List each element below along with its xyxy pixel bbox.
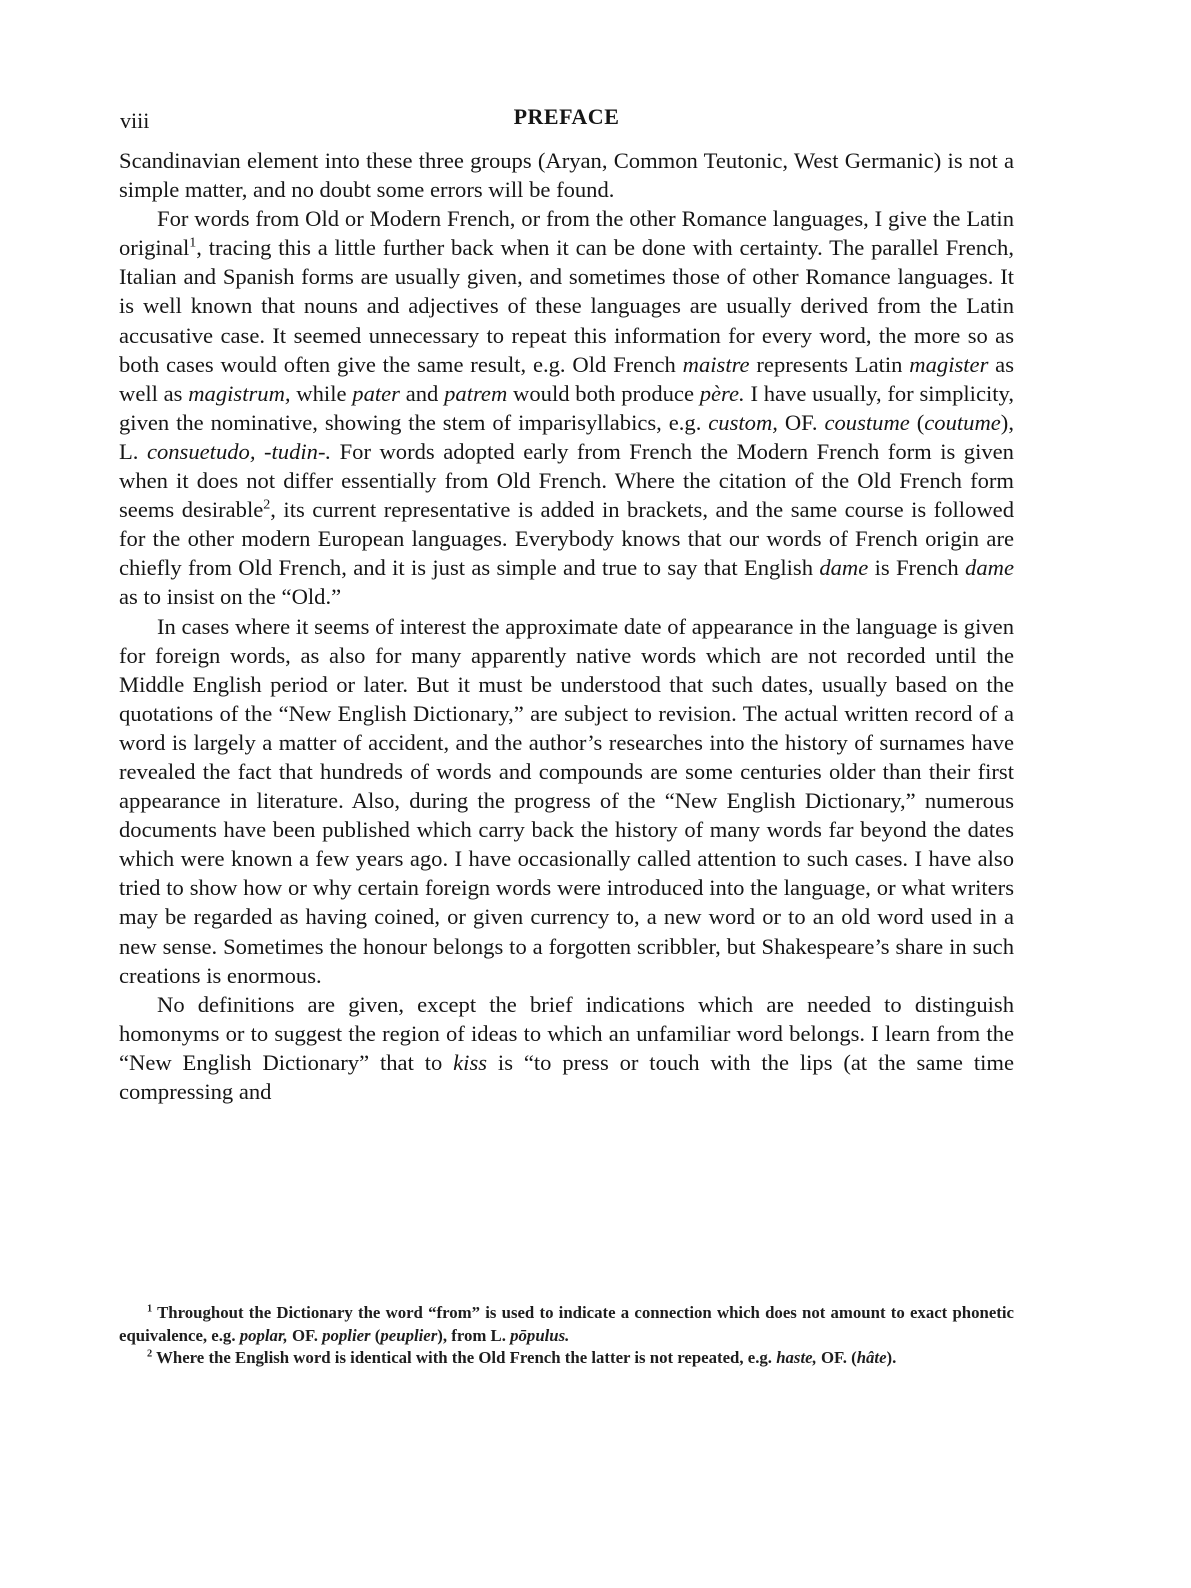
paragraph-definitions: No definitions are given, except the brief indications which are needed to distinguish homonyms or to suggest the region of ideas to which an unfamiliar word belongs. I learn from the “New English Dictionary” that to kiss is “to press or touch with the lips (at the same time compressing and [119,991,1014,1104]
page-number: viii [120,108,150,133]
paragraph-chronology: In cases where it seems of interest the approximate date of appearance in the language is given for foreign words, as also for many apparently native words which are not recorded until the Middle English period or later. But it must be understood that such dates, usually based on the quotations of the “New English Dictionary,” are subject to revision. The actual written record of a word is largely a matter of accident, and the author’s researches into the history of surnames have revealed the fact that hundreds of words and compounds are some centuries older than their first appearance in literature. Also, during the progress of the “New English Dictionary,” numerous documents have been published which carry back the history of many words far beyond the dates which were known a few years ago. I have occasionally called attention to such cases. I have also tried to show how or why certain foreign words were introduced into the language, or what writers may be regarded as having coined, or given currency to, a new word or to an old word used in a new sense. Sometimes the honour belongs to a forgotten scribbler, but Shakespeare’s share in such creations is enormous. [119,613,1014,988]
footnote-2: $^2$ Where the English word is identical with the Old French the latter is not repeated, e.g. haste, OF. (hâte). [147,1348,897,1367]
footnote-1: $^1$ Throughout the Dictionary the word “from” is used to indicate a connection which does not amount to exact phonetic equivalence, e.g. poplar, OF. poplier (peuplier), from L. pōpulus. [119,1303,1014,1345]
footnote-ref-1[interactable]: 1 [189,235,197,251]
running-title: PREFACE [513,104,620,129]
footnotes [119,1302,1014,1370]
paragraph-romance-element: For words from Old or Modern French, or from the other Romance languages, I give the Latin original$^1$, tracing this a little further back when it can be done with certainty. The parallel French, Italian and Spanish forms are usually given, and sometimes those of other Romance languages. It is well known that nouns and adjectives of these languages are usually derived from the Latin accusative case. It seemed unnecessary to repeat this information for every word, the more so as both cases would often give the same result, e.g. Old French maistre represents Latin magister as well as magistrum, while pater and patrem would both produce père. I have usually, for simplicity, given the nominative, showing the stem of imparisyllabics, e.g. custom, OF. coustume (coutume), L. consuetudo, -tudin-. For words adopted early from French the Modern French form is given when it does not differ essentially from Old French. Where the citation of the Old French form seems desirable$^2$, its current representative is added in brackets, and the same course is followed for the other modern European languages. Everybody knows that our words of French origin are chiefly from Old French, and it is just as simple and true to say that English dame is French dame as to insist on the “Old.” [119,206,1015,610]
body-text [119,146,1014,1106]
paragraph-scandinavian-continuation: Scandinavian element into these three groups (Aryan, Common Teutonic, West Germanic) is not a simple matter, and no doubt some errors will be found. [119,148,1014,203]
footnote-ref-2[interactable]: 2 [263,497,271,513]
page-header [120,104,1013,140]
